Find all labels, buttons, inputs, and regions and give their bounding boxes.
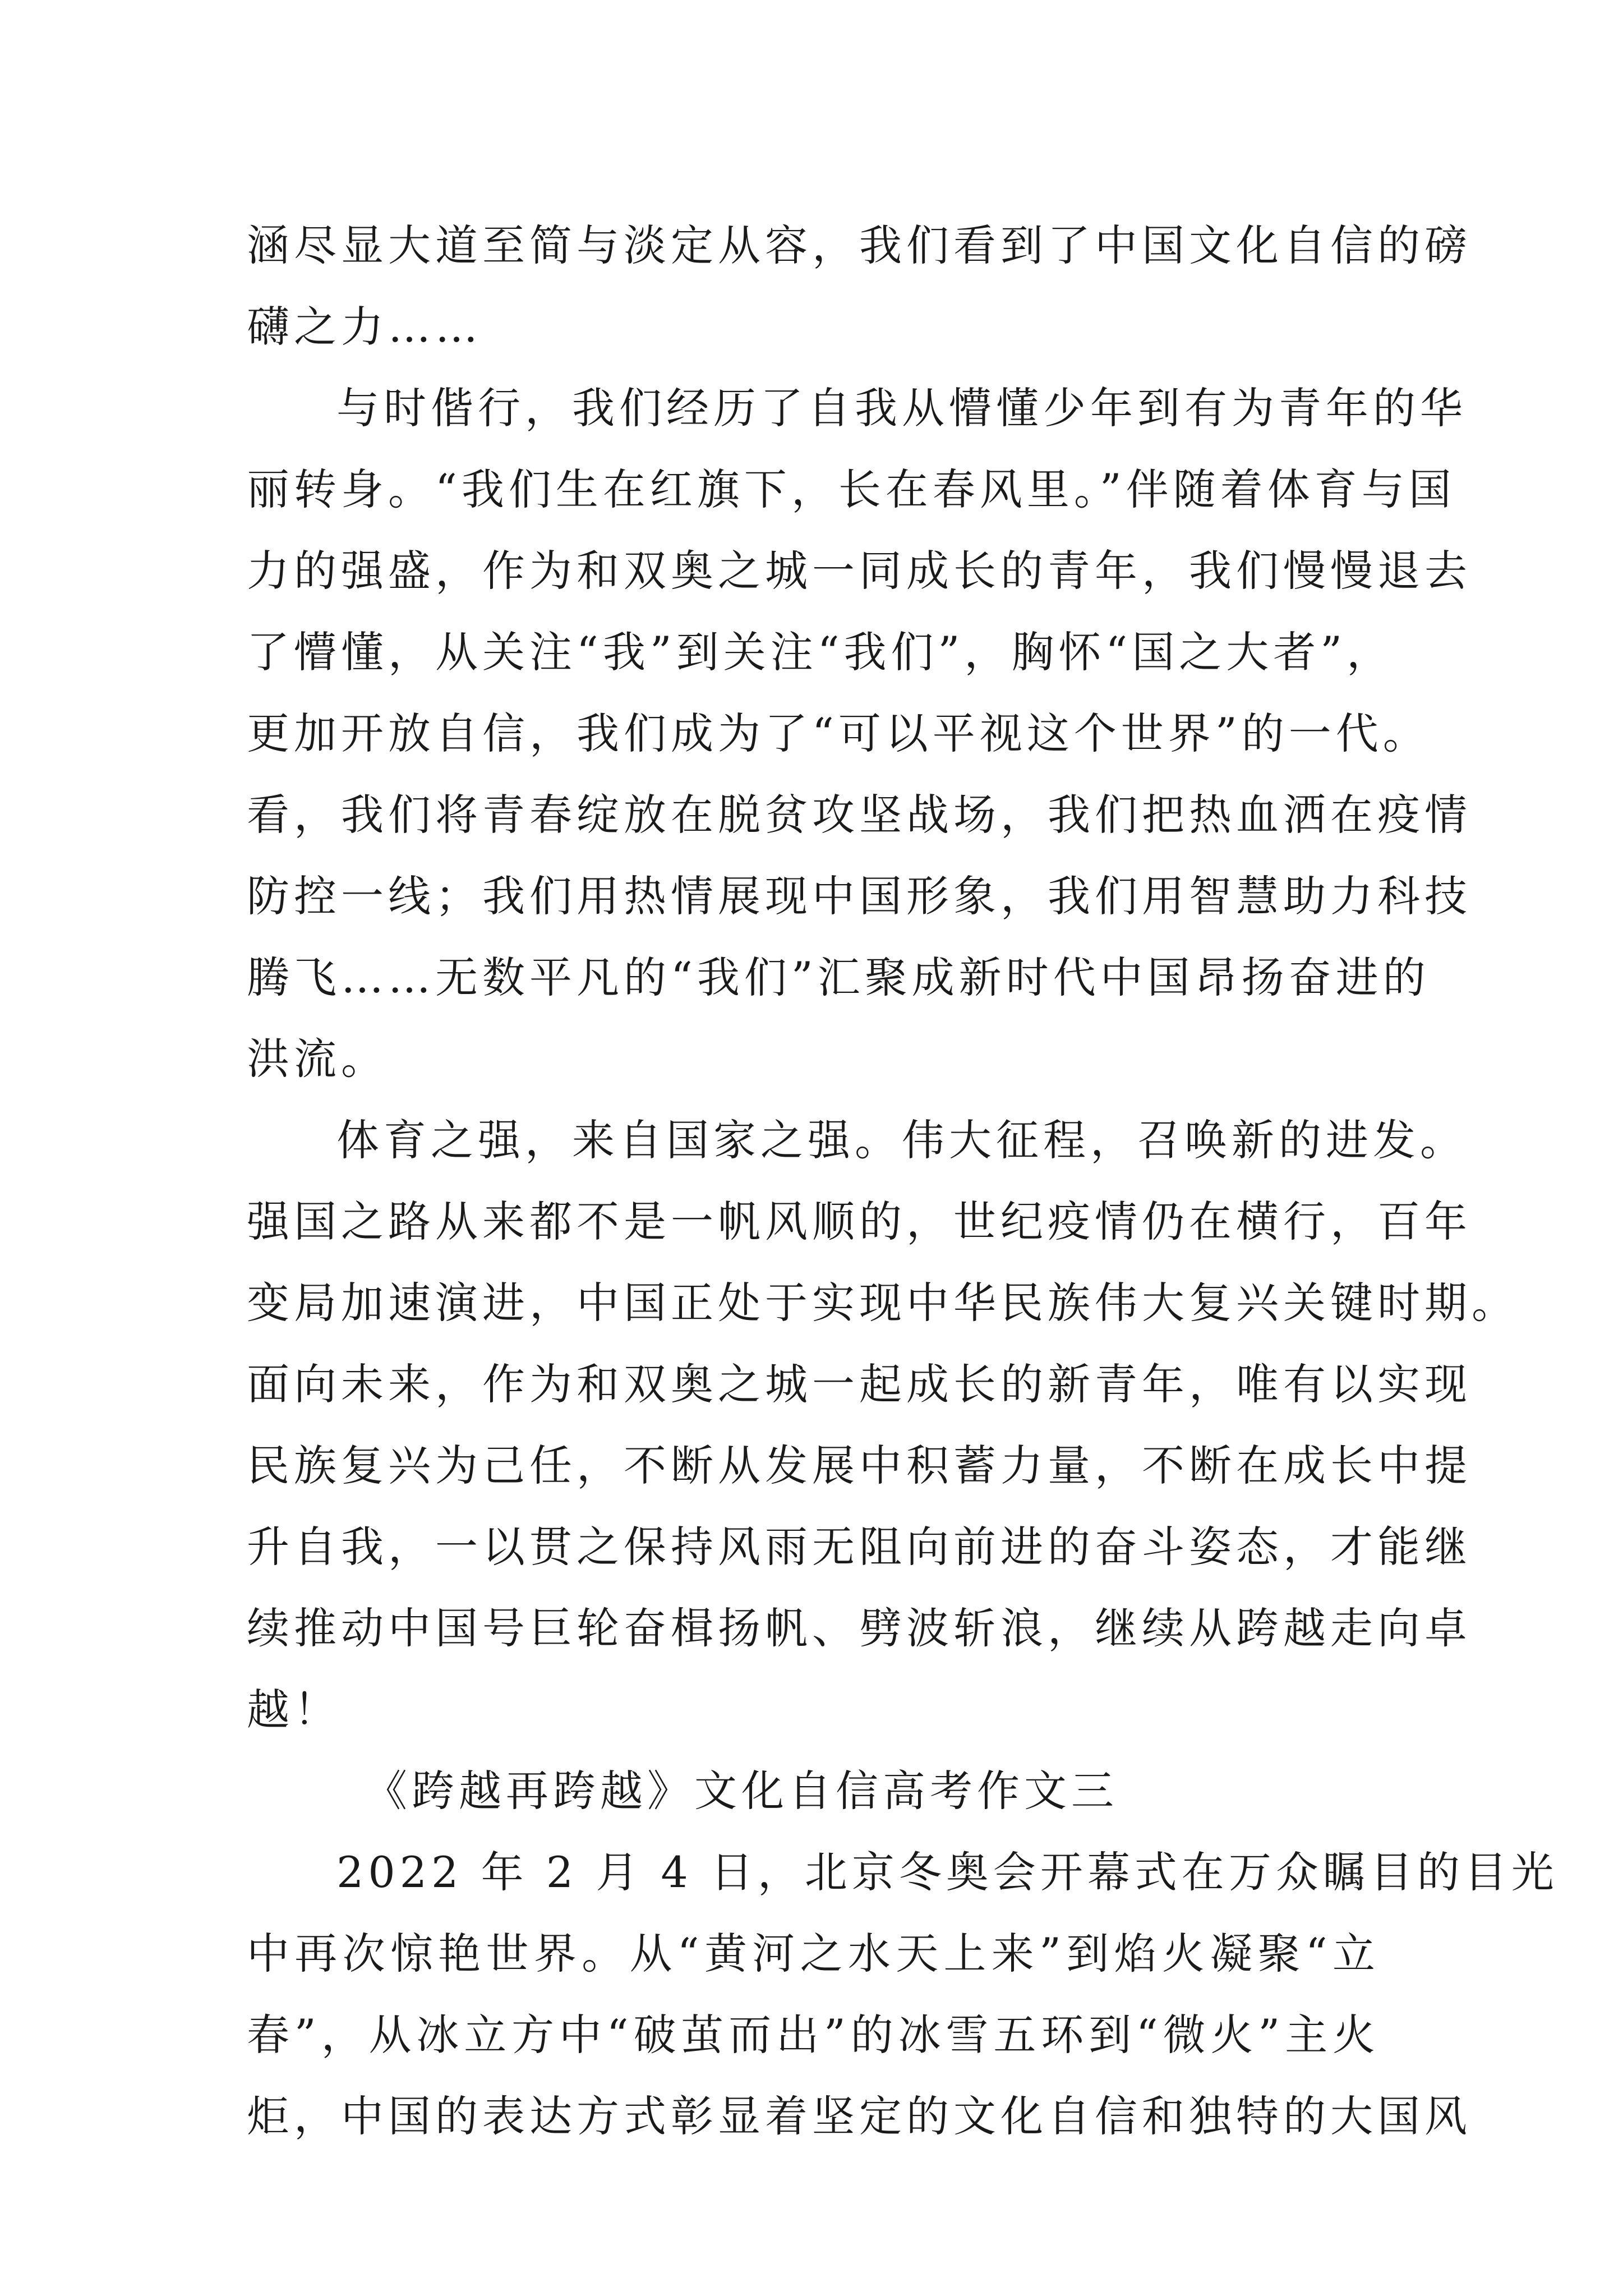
paragraph-line: 强国之路从来都不是一帆风顺的，世纪疫情仍在横行，百年 bbox=[247, 1197, 1472, 1246]
paragraph-line: 体育之强，来自国家之强。伟大征程，召唤新的进发。 bbox=[336, 1115, 1467, 1165]
paragraph-line: 民族复兴为己任，不断从发展中积蓄力量，不断在成长中提 bbox=[247, 1441, 1472, 1490]
paragraph-line: 2022 年 2 月 4 日，北京冬奥会开幕式在万众瞩目的目光 bbox=[336, 1847, 1559, 1897]
paragraph-line: 丽转身。“我们生在红旗下，长在春风里。”伴随着体育与国 bbox=[247, 464, 1456, 514]
paragraph-line: 面向未来，作为和双奥之城一起成长的新青年，唯有以实现 bbox=[247, 1359, 1472, 1409]
paragraph-line: 越！ bbox=[247, 1685, 341, 1734]
paragraph-line: 与时偕行，我们经历了自我从懵懂少年到有为青年的华 bbox=[336, 383, 1467, 433]
paragraph-line: 礴之力…… bbox=[247, 302, 482, 352]
paragraph-line: 涵尽显大道至简与淡定从容，我们看到了中国文化自信的磅 bbox=[247, 220, 1472, 270]
section-title: 《跨越再跨越》文化自信高考作文三 bbox=[365, 1766, 1118, 1816]
paragraph-line: 续推动中国号巨轮奋楫扬帆、劈波斩浪，继续从跨越走向卓 bbox=[247, 1603, 1472, 1653]
paragraph-line: 春”，从冰立方中“破茧而出”的冰雪五环到“微火”主火 bbox=[247, 2010, 1380, 2060]
paragraph-line: 了懵懂，从关注“我”到关注“我们”，胸怀“国之大者”， bbox=[247, 627, 1394, 677]
paragraph-line: 洪流。 bbox=[247, 1034, 388, 1084]
paragraph-line: 升自我，一以贯之保持风雨无阻向前进的奋斗姿态，才能继 bbox=[247, 1522, 1472, 1572]
paragraph-line: 力的强盛，作为和双奥之城一同成长的青年，我们慢慢退去 bbox=[247, 546, 1472, 596]
paragraph-line: 变局加速演进，中国正处于实现中华民族伟大复兴关键时期。 bbox=[247, 1278, 1519, 1328]
paragraph-line: 腾飞……无数平凡的“我们”汇聚成新时代中国昂扬奋进的 bbox=[247, 953, 1430, 1002]
paragraph-line: 看，我们将青春绽放在脱贫攻坚战场，我们把热血洒在疫情 bbox=[247, 790, 1472, 840]
paragraph-line: 更加开放自信，我们成为了“可以平视这个世界”的一代。 bbox=[247, 708, 1430, 758]
paragraph-line: 炬，中国的表达方式彰显着坚定的文化自信和独特的大国风 bbox=[247, 2091, 1472, 2141]
document-body bbox=[247, 205, 1559, 2157]
paragraph-line: 中再次惊艳世界。从“黄河之水天上来”到焰火凝聚“立 bbox=[247, 1929, 1380, 1978]
paragraph-line: 防控一线；我们用热情展现中国形象，我们用智慧助力科技 bbox=[247, 871, 1472, 921]
